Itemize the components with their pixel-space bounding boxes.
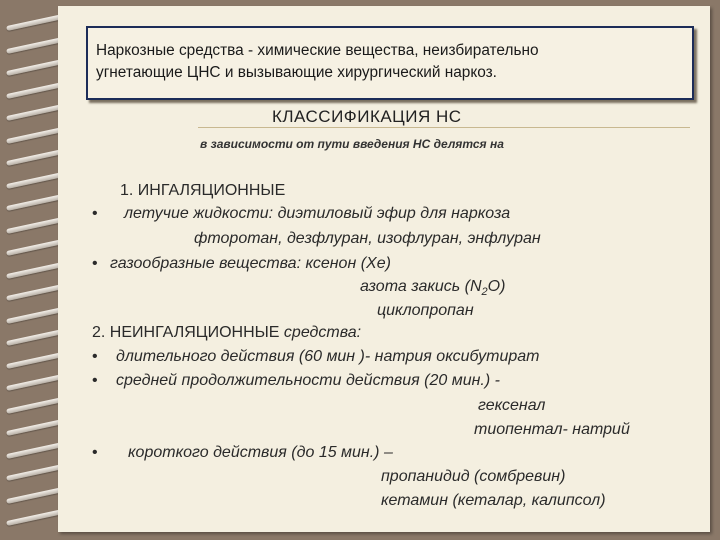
bullet-icon: • [92, 205, 98, 222]
ring-wire [6, 217, 64, 234]
ring-wire [6, 509, 64, 526]
volatile-liquids-cont: фторотан, дезфлуран, изофлуран, энфлуран [194, 230, 541, 247]
definition-box [86, 26, 694, 100]
noninhalational-title-suffix: средства: [279, 324, 362, 341]
bullet-icon: • [92, 255, 98, 272]
heading-divider [198, 127, 690, 128]
ring-wire [6, 149, 64, 166]
gases-line: газообразные вещества: ксенон (Хе) [110, 255, 391, 272]
inhalational-title: 1. ИНГАЛЯЦИОННЫЕ [120, 182, 286, 199]
gas-nitrous-oxide [360, 278, 505, 298]
drug-propanidid: пропанидид (сомбревин) [381, 468, 566, 485]
ring-wire [6, 37, 64, 54]
ring-wire [6, 59, 64, 76]
classification-subtitle: в зависимости от пути введения НС делятся на [200, 137, 504, 151]
definition-line-2: угнетающие ЦНС и вызывающие хирургический наркоз. [96, 64, 497, 81]
ring-wire [6, 172, 64, 189]
ring-wire [6, 464, 64, 481]
n2o-prefix: азота закись (N [360, 278, 482, 295]
medium-acting-line: средней продолжительности действия (20 мин.) - [116, 372, 500, 389]
ring-wire [6, 329, 64, 346]
bullet-icon: • [92, 348, 98, 365]
ring-wire [6, 419, 64, 436]
noninhalational-title-main: 2. НЕИНГАЛЯЦИОННЫЕ [92, 324, 280, 341]
ring-wire [6, 82, 64, 99]
ring-wire [6, 14, 64, 31]
ring-wire [6, 487, 64, 504]
ring-wire [6, 352, 64, 369]
ring-wire [6, 104, 64, 121]
noninhalational-title [92, 324, 361, 342]
ring-wire [6, 307, 64, 324]
definition-line-1: Наркозные средства - химические вещества, неизбирательно [96, 42, 539, 59]
bullet-icon: • [92, 444, 98, 461]
long-acting-line: длительного действия (60 мин )- натрия оксибутират [116, 348, 540, 365]
drug-hexenal: гексенал [478, 397, 546, 414]
ring-wire [6, 239, 64, 256]
volatile-liquids-line: летучие жидкости: диэтиловый эфир для наркоза [124, 205, 511, 222]
classification-heading: КЛАССИФИКАЦИЯ НС [272, 107, 462, 126]
ring-wire [6, 262, 64, 279]
ring-wire [6, 397, 64, 414]
ring-wire [6, 374, 64, 391]
n2o-suffix: O) [487, 278, 506, 295]
ring-wire [6, 127, 64, 144]
ring-wire [6, 194, 64, 211]
ring-wire [6, 442, 64, 459]
bullet-icon: • [92, 372, 98, 389]
ring-wire [6, 284, 64, 301]
drug-ketamine: кетамин (кеталар, калипсол) [381, 492, 606, 509]
gas-cyclopropane: циклопропан [377, 302, 474, 319]
short-acting-line: короткого действия (до 15 мин.) – [128, 444, 393, 461]
n2o-subscript: 2 [481, 286, 488, 299]
drug-thiopental: тиопентал- натрий [474, 421, 630, 438]
